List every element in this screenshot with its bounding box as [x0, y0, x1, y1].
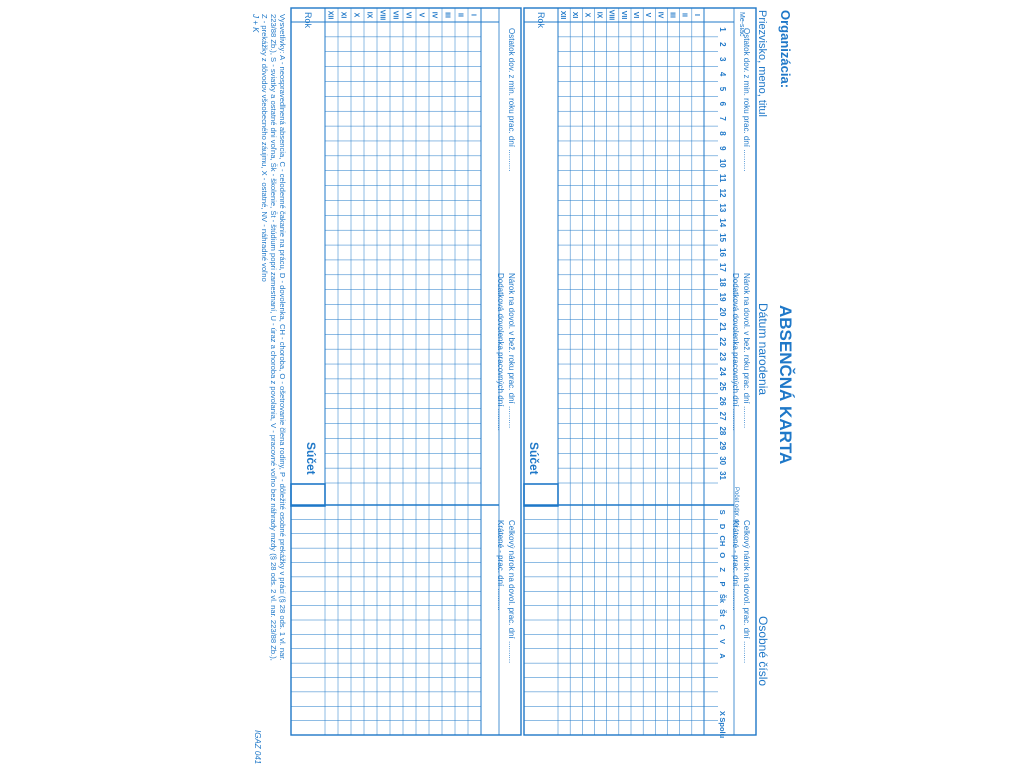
- top-code-header-Šk: Šk: [718, 593, 727, 604]
- top-day-header-2: 2: [718, 42, 727, 47]
- legend-line-1: Vysvetlivky: A - neospravedlnená absencia, C - celodenné čakanie na prácu, D - dovolenka, CH - choroba, O - ošetrovanie člena rodiny, P - dôležité osobné prekážky v práci (§ 28 ods. 1 vl. nar.: [278, 14, 287, 661]
- bottom-month-label-XII: XII: [326, 10, 334, 20]
- bottom-month-label-VII: VII: [391, 10, 399, 20]
- top-month-label-III: III: [668, 12, 676, 18]
- top-day-header-12: 12: [718, 188, 727, 198]
- top-month-header: Me-siac: [738, 12, 745, 37]
- top-code-header-C: C: [718, 624, 727, 630]
- top-day-header-21: 21: [718, 322, 727, 332]
- top-day-header-29: 29: [718, 441, 727, 451]
- legend-line-3: Z - prekážky z dôvodov všeobecného záujmu, X - ostatné, NV - náhradné voľno: [260, 14, 269, 282]
- top-code-header-Št: Št: [718, 609, 727, 617]
- top-day-header-4: 4: [718, 71, 727, 77]
- top-reduced-label: Krátené - prac. dní ..........: [731, 520, 740, 611]
- top-day-header-24: 24: [718, 367, 727, 376]
- top-month-label-VIII: VIII: [607, 9, 615, 21]
- top-total-entitlement-label: Celkový nárok na dovol. prac. dní ..........: [742, 520, 751, 664]
- top-code-header-Spolu: Spolu: [718, 717, 727, 739]
- top-day-header-3: 3: [718, 56, 727, 62]
- top-code-header-D: D: [718, 523, 727, 530]
- bottom-month-label-XI: XI: [339, 11, 347, 19]
- legend-line-2: 223/88 Zb.), S - sviatky a ostatné dni voľna, Šk - školenie, Št - štúdium popri zamestnaní, U - úraz a choroba z povolania, V - pracovné voľno bez náhrady mzdy (§ 28 ods. 2 vl. nar. 223/88 Zb.),: [269, 14, 278, 661]
- top-count-header: Počet odpr. dní: [733, 487, 739, 528]
- bottom-leave-entitlement-label: Nárok na dovol. v bež. roku prac. dní ..........: [507, 273, 516, 429]
- top-month-label-X: X: [583, 12, 591, 18]
- bottom-leave-remaining-label: Ostatok dov. z min. roku prac. dní ..........: [507, 28, 516, 172]
- top-day-header-6: 6: [718, 101, 727, 107]
- top-day-header-8: 8: [718, 131, 727, 136]
- bottom-month-label-III: III: [443, 12, 451, 18]
- bottom-total-entitlement-label: Celkový nárok na dovol. prac. dní ..........: [507, 520, 516, 664]
- top-code-header-S: S: [718, 509, 727, 515]
- bottom-month-label-VI: VI: [404, 11, 412, 19]
- bottom-month-label-VIII: VIII: [378, 9, 386, 21]
- top-day-header-13: 13: [718, 203, 727, 213]
- top-month-label-IV: IV: [656, 11, 664, 19]
- top-day-header-20: 20: [718, 307, 727, 317]
- top-day-header-15: 15: [718, 233, 727, 243]
- bottom-sum-label: Súčet: [304, 442, 318, 475]
- top-day-header-19: 19: [718, 292, 727, 302]
- top-code-header-P: P: [718, 581, 727, 587]
- bottom-reduced-label: Krátené - prac. dní ..........: [496, 520, 505, 611]
- top-code-header-A: A: [718, 653, 727, 659]
- top-month-label-VI: VI: [632, 11, 640, 19]
- top-month-label-V: V: [644, 12, 652, 18]
- top-day-header-11: 11: [718, 173, 727, 183]
- top-day-header-30: 30: [718, 456, 727, 466]
- top-day-header-16: 16: [718, 248, 727, 257]
- top-day-header-5: 5: [718, 86, 727, 92]
- top-month-label-VII: VII: [619, 10, 627, 20]
- top-code-header-V: V: [718, 639, 727, 645]
- organization-label: Organizácia:: [778, 10, 793, 89]
- top-day-header-27: 27: [718, 411, 727, 421]
- bottom-month-label-II: II: [456, 13, 464, 17]
- top-leave-entitlement-label: Nárok na dovol. v bež. roku prac. dní ..........: [742, 273, 751, 429]
- top-day-header-14: 14: [718, 218, 727, 228]
- top-sum-label: Súčet: [527, 442, 541, 475]
- top-day-header-23: 23: [718, 352, 727, 362]
- top-code-header-X: X: [718, 710, 727, 716]
- top-month-label-I: I: [692, 14, 700, 16]
- initials: J + K: [251, 14, 260, 33]
- bottom-month-label-IV: IV: [430, 11, 438, 19]
- bottom-year-label: Rok: [303, 12, 313, 29]
- bottom-extra-leave-label: Dodatková dovolenka pracovných dní ..........: [496, 273, 505, 431]
- top-month-label-IX: IX: [595, 11, 603, 19]
- top-year-label: Rok: [536, 12, 546, 29]
- top-extra-leave-label: Dodatková dovolenka pracovných dní ..........: [731, 273, 740, 431]
- birth-date-label: Dátum narodenia: [756, 303, 770, 396]
- top-day-header-25: 25: [718, 381, 727, 391]
- top-day-header-18: 18: [718, 277, 727, 287]
- personal-number-label: Osobné číslo: [756, 616, 770, 687]
- top-day-header-22: 22: [718, 337, 727, 347]
- top-code-header-CH: CH: [718, 535, 727, 547]
- bottom-month-label-I: I: [469, 14, 477, 16]
- top-day-header-7: 7: [718, 116, 727, 121]
- card-title: ABSENČNÁ KARTA: [776, 305, 795, 465]
- top-day-header-9: 9: [718, 146, 727, 151]
- name-label: Priezvisko, meno, titul: [756, 10, 768, 117]
- top-code-header-Z: Z: [718, 567, 727, 572]
- bottom-month-label-X: X: [352, 12, 360, 18]
- top-day-header-10: 10: [718, 158, 727, 168]
- top-day-header-1: 1: [718, 27, 727, 32]
- top-day-header-17: 17: [718, 262, 727, 272]
- top-day-header-28: 28: [718, 426, 727, 436]
- top-day-header-31: 31: [718, 471, 727, 481]
- form-code: IGAZ 041: [253, 730, 262, 765]
- top-code-header-O: O: [718, 552, 727, 559]
- top-leave-remaining-label: Ostatok dov. z min. roku prac. dní ..........: [742, 28, 751, 172]
- top-day-header-26: 26: [718, 396, 727, 406]
- bottom-month-label-V: V: [417, 12, 425, 18]
- top-month-label-II: II: [680, 13, 688, 17]
- top-month-label-XII: XII: [559, 10, 567, 20]
- bottom-month-label-IX: IX: [365, 11, 373, 19]
- top-month-label-XI: XI: [571, 11, 579, 19]
